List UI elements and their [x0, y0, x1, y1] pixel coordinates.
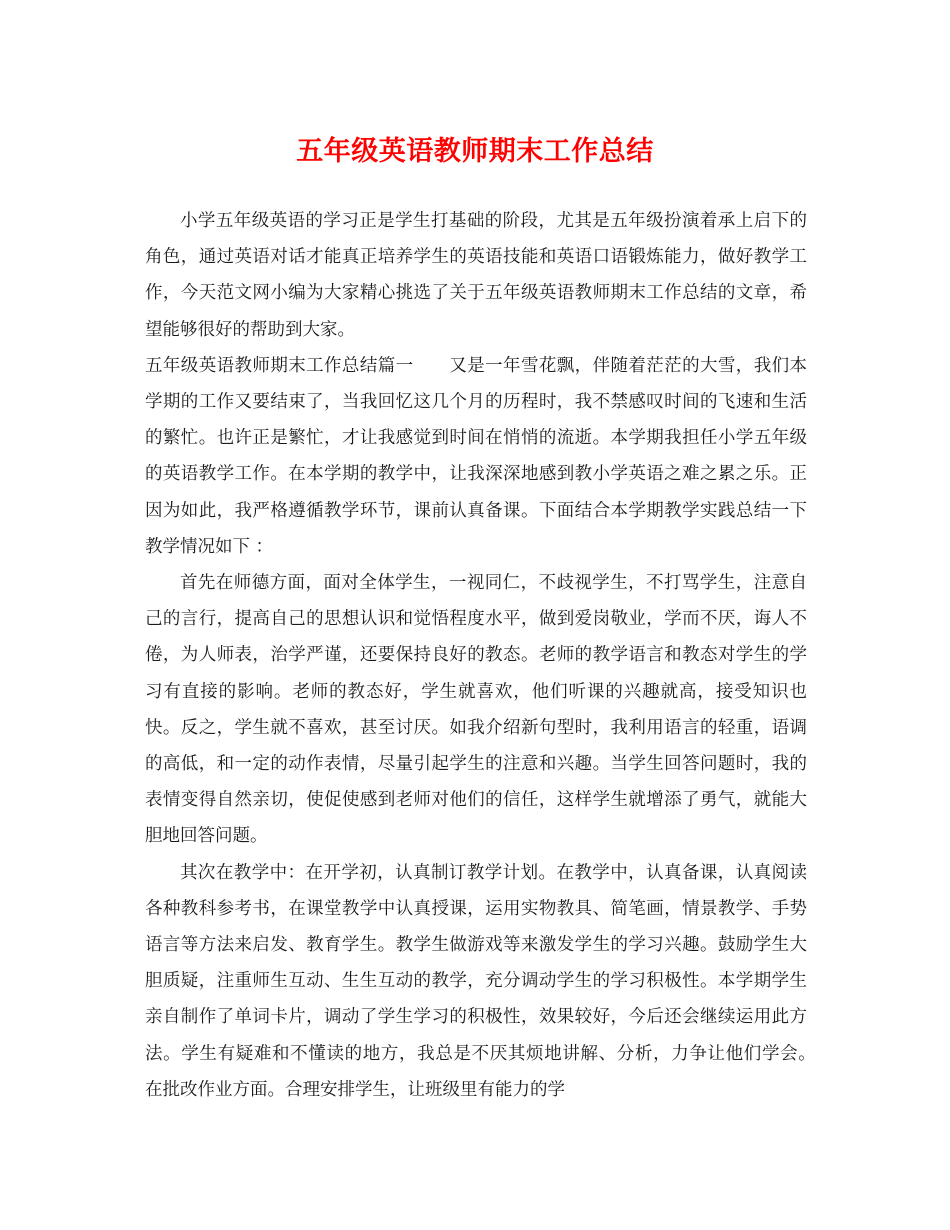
paragraph-summary-one: 五年级英语教师期末工作总结篇一 又是一年雪花飘，伴随着茫茫的大雪，我们本学期的工作又要结束了，当我回忆这几个月的历程时，我不禁感叹时间的飞速和生活的繁忙。也许正是繁忙，才让我感觉到时间在悄悄的流逝。本学期我担任小学五年级的英语教学工作。在本学期的教学中，让我深深地感到教小学英语之难之累之乐。正因为如此，我严格遵循教学环节，课前认真备课。下面结合本学期教学实践总结一下教学情况如下 ：	[145, 355, 807, 557]
document-body	[145, 203, 825, 1108]
paragraph-teaching: 其次在教学中：在开学初，认真制订教学计划。在教学中，认真备课，认真阅读各种教科参考书，在课堂教学中认真授课，运用实物教具、简笔画，情景教学、手势语言等方法来启发、教育学生。教学生做游戏等来激发学生的学习兴趣。鼓励学生大胆质疑，注重师生互动、生生互动的教学，充分调动学生的学习积极性。本学期学生亲自制作了单词卡片，调动了学生学习的积极性，效果较好，今后还会继续运用此方法。学生有疑难和不懂读的地方，我总是不厌其烦地讲解、分析，力争让他们学会。 在批改作业方面。合理安排学生，让班级里有能力的学	[145, 862, 825, 1100]
paragraph-intro: 小学五年级英语的学习正是学生打基础的阶段，尤其是五年级扮演着承上启下的角色，通过英语对话才能真正培养学生的英语技能和英语口语锻炼能力，做好教学工作，今天范文网小编为大家精心挑选了关于五年级英语教师期末工作总结的文章，希望能够很好的帮助到大家。	[145, 211, 807, 340]
paragraph-teacher-ethics: 首先在师德方面，面对全体学生，一视同仁，不歧视学生，不打骂学生，注意自己的言行，提高自己的思想认识和觉悟程度水平，做到爱岗敬业，学而不厌，诲人不倦，为人师表，治学严谨，还要保持良好的教态。老师的教学语言和教态对学生的学习有直接的影响。老师的教态好，学生就喜欢，他们听课的兴趣就高，接受知识也快。反之，学生就不喜欢，甚至讨厌。如我介绍新句型时，我利用语言的轻重，语调的高低，和一定的动作表情，尽量引起学生的注意和兴趣。当学生回答问题时，我的表情变得自然亲切，使促使感到老师对他们的信任，这样学生就增添了勇气，就能大胆地回答问题。	[145, 573, 807, 847]
document-title: 五年级英语教师期末工作总结	[296, 136, 654, 167]
